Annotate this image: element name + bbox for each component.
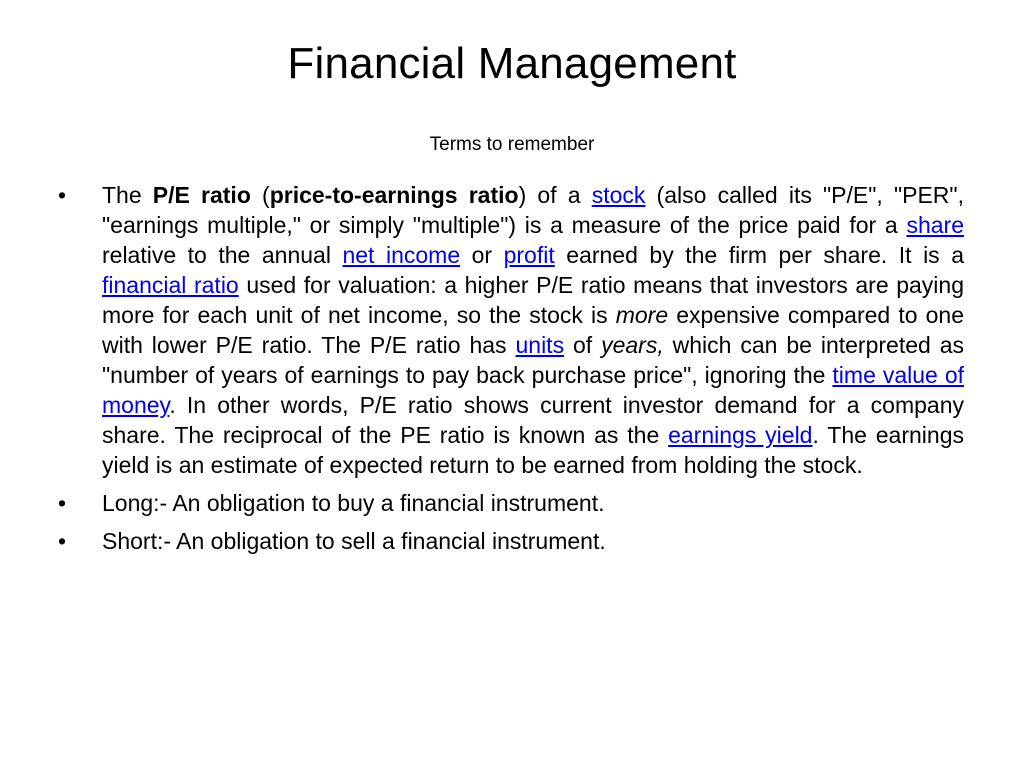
italic-years: years,	[601, 332, 664, 358]
text-run: of	[564, 332, 602, 358]
link-time-value-of-money[interactable]: time value of money	[102, 362, 964, 418]
bullet-long	[58, 488, 964, 518]
link-share[interactable]: share	[906, 212, 964, 238]
text-run: expensive compared to one with lower P/E ratio. The P/E ratio has	[102, 302, 964, 358]
slide-title: Financial Management	[287, 39, 737, 88]
text-run: earned by the firm per share. It is a	[554, 242, 964, 268]
link-earnings-yield[interactable]: earnings yield	[668, 422, 813, 448]
text-run: which can be interpreted as "number of years of earnings to pay back purchase price", ignoring the	[102, 332, 965, 388]
text-run: or	[460, 242, 504, 268]
text-run: . The earnings yield is an estimate of expected return to be earned from holding the stock.	[102, 422, 964, 478]
bullet-icon: •	[58, 490, 67, 516]
text-run: ) of a	[518, 182, 592, 208]
bullet-icon: •	[58, 182, 67, 208]
bullet-short-text: Short:- An obligation to sell a financial instrument.	[102, 528, 606, 554]
slide-subtitle: Terms to remember	[429, 134, 595, 155]
text-run: (also called its "P/E", "PER", "earnings multiple," or simply "multiple") is a measure of the price paid for a	[102, 182, 964, 238]
bullet-list	[58, 180, 964, 564]
text-run: used for valuation: a higher P/E ratio means that investors are paying more for each unit of net income, so the stock is	[102, 272, 965, 328]
text-run: . In other words, P/E ratio shows current investor demand for a company share. The reciprocal of the PE ratio is known as the	[102, 392, 964, 448]
bullet-short	[58, 526, 964, 556]
text-run: (	[250, 182, 270, 208]
italic-more: more	[615, 302, 669, 328]
link-profit[interactable]: profit	[503, 242, 555, 268]
link-stock[interactable]: stock	[591, 182, 646, 208]
bullet-pe-ratio	[58, 180, 964, 480]
text-run: relative to the annual	[102, 242, 343, 268]
bold-term-pe-ratio: P/E ratio	[152, 182, 251, 208]
link-net-income[interactable]: net income	[342, 242, 461, 268]
bold-term-price-to-earnings: price-to-earnings ratio	[269, 182, 519, 208]
bullet-long-text: Long:- An obligation to buy a financial instrument.	[102, 490, 605, 516]
text-run: The	[102, 182, 153, 208]
bullet-icon: •	[58, 528, 67, 554]
link-units[interactable]: units	[515, 332, 565, 358]
link-financial-ratio[interactable]: financial ratio	[102, 272, 239, 298]
